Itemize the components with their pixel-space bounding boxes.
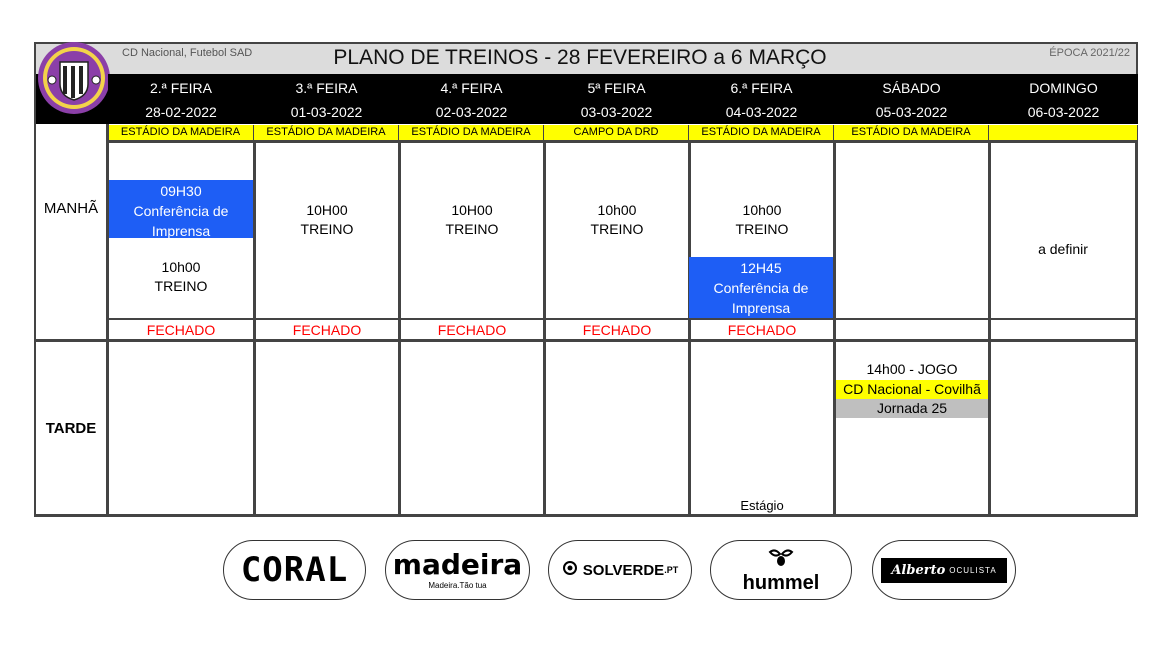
- day-header-sun: DOMINGO 06-03-2022: [989, 74, 1138, 124]
- club-logo-icon: [36, 40, 112, 116]
- grid-right-border: [1135, 140, 1138, 516]
- sponsor-coral: [223, 540, 366, 600]
- sponsor-alberto-suffix: OCULISTA: [949, 565, 997, 575]
- thu-training: 10h00 TREINO: [590, 202, 644, 237]
- season-label: ÉPOCA 2021/22: [1049, 47, 1130, 59]
- venue-wed: ESTÁDIO DA MADEIRA: [399, 125, 544, 140]
- page-title: PLANO DE TREINOS - 28 FEVEREIRO a 6 MARÇO: [333, 46, 827, 69]
- grid-morning-top: [108, 140, 1138, 143]
- day-header-tue: 3.ª FEIRA 01-03-2022: [254, 74, 399, 124]
- venue-sun: [989, 125, 1138, 140]
- venue-sat: ESTÁDIO DA MADEIRA: [834, 125, 989, 140]
- day-header-mon: 2.ª FEIRA 28-02-2022: [108, 74, 254, 124]
- sat-match: CD Nacional - Covilhã: [836, 380, 988, 399]
- sponsor-alberto-badge: [881, 558, 1006, 583]
- mon-press-conference: 09H30 Conferência de Imprensa: [109, 180, 253, 238]
- fri-afternoon-note: Estágio: [740, 498, 784, 513]
- period-afternoon: TARDE: [45, 420, 97, 437]
- sponsor-alberto: [872, 540, 1016, 600]
- wed-status: FECHADO: [437, 322, 507, 338]
- grid-col-divider: [833, 140, 836, 516]
- venue-mon: ESTÁDIO DA MADEIRA: [108, 125, 254, 140]
- tue-training: 10H00 TREINO: [300, 202, 354, 237]
- day-header-fri: 6.ª FEIRA 04-03-2022: [689, 74, 834, 124]
- day-header-sat: SÁBADO 05-03-2022: [834, 74, 989, 124]
- sponsor-solverde-suffix: .PT: [664, 565, 679, 575]
- venue-tue: ESTÁDIO DA MADEIRA: [254, 125, 399, 140]
- period-morning: MANHÃ: [43, 200, 99, 217]
- mon-status: FECHADO: [146, 322, 216, 338]
- grid-left-border-top: [34, 74, 36, 124]
- bee-icon: [768, 548, 794, 573]
- sponsor-solverde: [548, 540, 692, 600]
- sponsor-madeira: [385, 540, 530, 600]
- sun-note: a definir: [1038, 241, 1088, 257]
- mon-training: 10h00 TREINO: [154, 259, 208, 294]
- fri-press-conference: 12H45 Conferência de Imprensa: [689, 257, 833, 318]
- sponsor-hummel: [710, 540, 852, 600]
- day-header-thu: 5ª FEIRA 03-03-2022: [544, 74, 689, 124]
- venue-thu: CAMPO DA DRD: [544, 125, 689, 140]
- fri-status: FECHADO: [727, 322, 797, 338]
- sponsor-madeira-logo: madeira: [392, 547, 523, 581]
- club-name: CD Nacional, Futebol SAD: [122, 47, 253, 59]
- tue-status: FECHADO: [292, 322, 362, 338]
- grid-bottom-border: [34, 514, 1138, 517]
- wed-training: 10H00 TREINO: [445, 202, 499, 237]
- sat-round: Jornada 25: [836, 399, 988, 418]
- thu-status: FECHADO: [582, 322, 652, 338]
- sponsor-coral-logo: CORAL: [240, 550, 349, 590]
- fri-training: 10h00 TREINO: [735, 202, 789, 237]
- sponsor-alberto-logo: Alberto: [891, 562, 946, 578]
- venue-fri: ESTÁDIO DA MADEIRA: [689, 125, 834, 140]
- sponsor-madeira-tagline: Madeira.Tão tua: [428, 580, 487, 590]
- grid-period-divider: [34, 339, 1138, 342]
- sat-game-time: 14h00 - JOGO: [866, 361, 958, 377]
- sponsor-hummel-logo: hummel: [742, 571, 820, 594]
- day-header-wed: 4.ª FEIRA 02-03-2022: [399, 74, 544, 124]
- sun-icon: [562, 560, 578, 581]
- sponsor-solverde-logo: SOLVERDE: [582, 561, 665, 579]
- grid-status-line: [108, 318, 1138, 320]
- grid-left-border: [34, 124, 36, 516]
- grid-col-divider: [988, 140, 991, 516]
